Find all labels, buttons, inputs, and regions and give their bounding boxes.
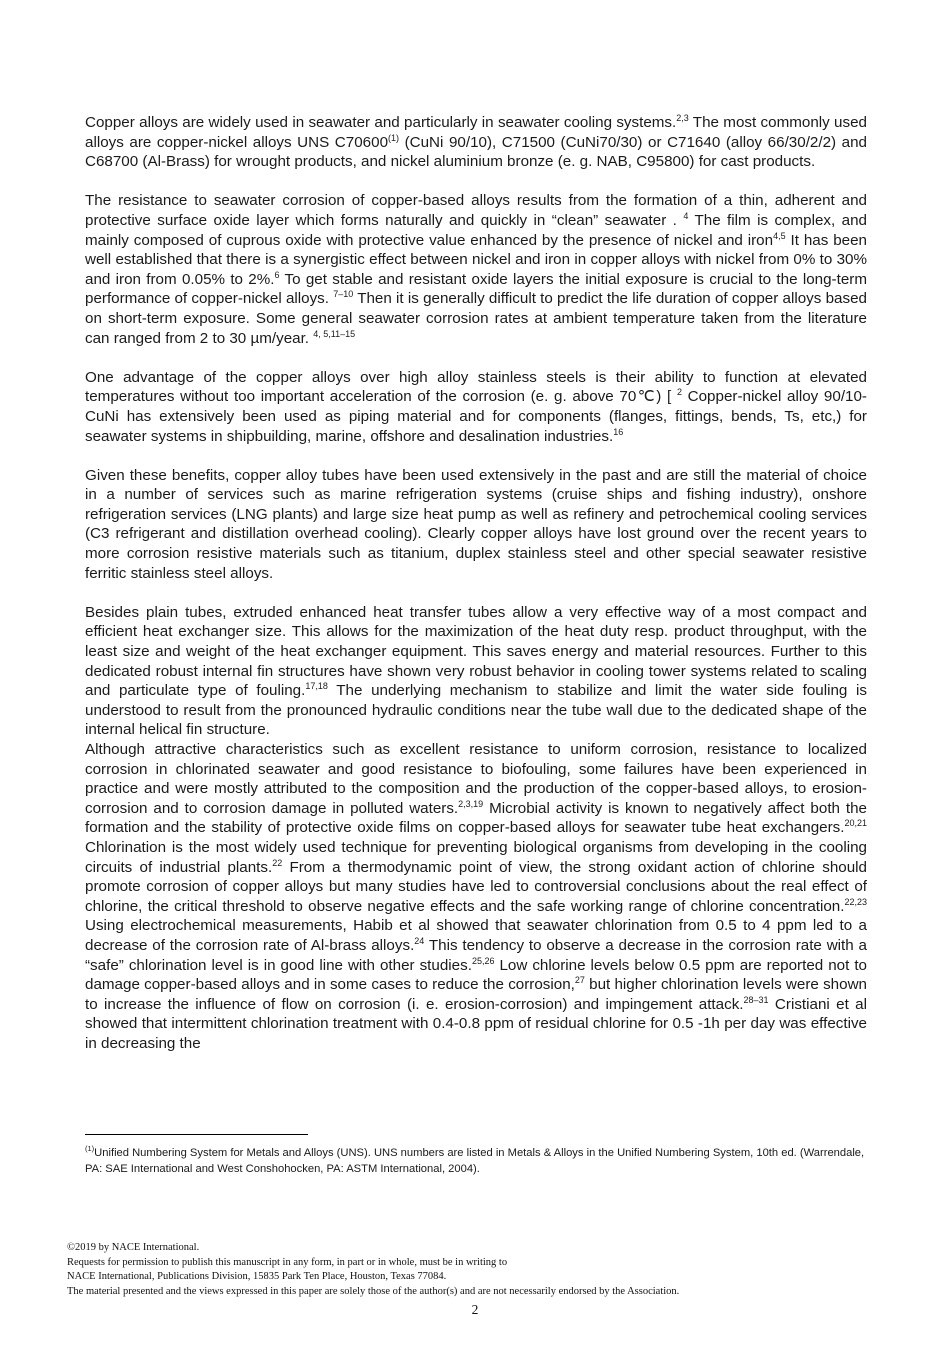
citation-superscript: 4,5 [773, 230, 786, 241]
citation-superscript: (1) [388, 132, 400, 143]
footnote-marker: (1) [85, 1144, 95, 1153]
citation-superscript: 2,3,19 [458, 798, 484, 809]
citation-superscript: 7–10 [333, 289, 354, 300]
paragraph-text: The most commonly used alloys are copper-nickel alloys UNS C70600 [85, 114, 867, 151]
paragraph-text: Copper alloys are widely used in seawater and particularly in seawater cooling systems. [85, 114, 677, 131]
copyright-line: The material presented and the views expressed in this paper are solely those of the author(s) and are not necessarily endorsed by the Association. [67, 1285, 680, 1297]
citation-superscript: 22,23 [844, 896, 867, 907]
citation-superscript: 16 [613, 426, 624, 437]
paragraph-text: Copper-nickel alloy 90/10-CuNi has extensively been used as piping material and for components (flanges, fittings, bends, Ts, etc,) for seawater systems in shipbuilding, marine, offshore and desalination industries. [85, 388, 867, 445]
paragraph-text: Microbial activity is known to negatively affect both the formation and the stability of protective oxide films on copper-based alloys for seawater tube heat exchangers. [85, 799, 868, 837]
copyright-line: Requests for permission to publish this manuscript in any form, in part or in whole, must be in writing to [67, 1256, 508, 1268]
page-number: 2 [471, 1302, 479, 1317]
citation-superscript: 6 [274, 269, 280, 280]
citation-superscript: 2,3 [676, 113, 689, 123]
paragraph-text: Besides plain tubes, extruded enhanced heat transfer tubes allow a very effective way of a most compact and efficient heat exchanger size. This allows for the maximization of the heat duty resp. product throughput, with the least size and weight of the heat exchanger equipment. This saves energy and material resources. Further to this dedicated robust internal fin structures have shown very robust behavior in cooling tower systems related to scaling and particulate type of fouling. [85, 603, 867, 700]
paragraph-text: This tendency to observe a decrease in the corrosion rate with a “safe” chlorination level is in good line with other studies. [85, 936, 867, 974]
copyright-line: NACE International, Publications Division, 15835 Park Ten Place, Houston, Texas 77084. [67, 1271, 447, 1283]
paragraph [85, 191, 867, 348]
paragraph-text: One advantage of the copper alloys over high alloy stainless steels is their ability to function at elevated temperatures without too important acceleration of the corrosion (e. g. above 70℃) [ [85, 368, 867, 406]
paragraph [85, 466, 867, 584]
paragraph-text: Then it is generally difficult to predict the life duration of copper alloys based on short-term exposure. Some general seawater corrosion rates at ambient temperature taken from the literature can ranged from 2 to 30 µm/year. [85, 290, 867, 347]
citation-superscript: 4, 5,11–15 [313, 328, 356, 339]
citation-superscript: 22 [272, 857, 283, 868]
paragraph [85, 113, 867, 172]
citation-superscript: 4 [683, 210, 689, 221]
copyright-line: ©2019 by NACE International. [67, 1242, 200, 1253]
paragraph-text: Using electrochemical measurements, Habib et al showed that seawater chlorination from 0.5 to 4 ppm led to a decrease of the corrosion rate of Al-brass alloys. [85, 917, 867, 954]
paragraph-text: It has been well established that there is a synergistic effect between nickel and iron in copper alloys with nickel from 0% to 30% and iron from 0.05% to 2%. [85, 231, 867, 288]
paragraph-text: Although attractive characteristics such as excellent resistance to uniform corrosion, resistance to localized corrosion in chlorinated seawater and good resistance to biofouling, some failures have been experienced in practice and were mostly attributed to the composition and the production of the copper-based alloys, to erosion-corrosion and to corrosion damage in polluted waters. [85, 741, 867, 817]
paragraph-text: Cristiani et al showed that intermittent chlorination treatment with 0.4-0.8 ppm of residual chlorine for 0.5 -1h per day was effective in decreasing the [85, 995, 867, 1052]
footnote [85, 1146, 870, 1177]
citation-superscript: 17,18 [305, 681, 328, 692]
paragraph [85, 740, 867, 1054]
paragraph-text: Given these benefits, copper alloy tubes have been used extensively in the past and are still the material of choice in a number of services such as marine refrigeration systems (cruise ships and fishing industry), onshore refrigeration services (LNG plants) and large size heat pump as well as refinery and petrochemical cooling services (C3 refrigerant and distillation overhead cooling). Clearly copper alloys have lost ground over the recent years to more corrosion resistive materials such as titanium, duplex stainless steel and other special seawater resistive ferritic stainless steel alloys. [85, 466, 867, 582]
paragraph [85, 368, 867, 446]
paragraph-text: The resistance to seawater corrosion of copper-based alloys results from the formation of a thin, adherent and protective surface oxide layer which forms naturally and quickly in “clean” seawater . [85, 192, 867, 229]
citation-superscript: 28–31 [743, 994, 769, 1005]
paragraph-text: The underlying mechanism to stabilize and limit the water side fouling is understood to result from the pronounced hydraulic conditions near the tube wall due to the dedicated shape of the internal helical fin structure. [85, 682, 867, 739]
citation-superscript: 20,21 [844, 818, 867, 829]
paragraph-text: From a thermodynamic point of view, the strong oxidant action of chlorine should promote corrosion of copper alloys but many studies have led to controversial conclusions about the real effect of chlorine, the critical threshold to observe negative effects and the safe working range of chlorine concentration. [85, 858, 867, 915]
copyright-notice [67, 1241, 907, 1299]
citation-superscript: 2 [676, 387, 682, 398]
paragraph-text: The film is complex, and mainly composed of cuprous oxide with protective value enhanced by the presence of nickel and iron [85, 211, 867, 249]
paragraph [85, 603, 867, 740]
paragraph-text: Chlorination is the most widely used technique for preventing biological organisms from developing in the cooling circuits of industrial plants. [85, 838, 867, 876]
footnote-text: Unified Numbering System for Metals and Alloys (UNS). UNS numbers are listed in Metals & Alloys in the Unified Numbering System, 10th ed. (Warrendale, PA: SAE International and West Conshohocken, PA: ASTM International, 2004). [85, 1147, 865, 1175]
paragraph-text: but higher chlorination levels were shown to increase the influence of flow on corrosion (i. e. erosion-corrosion) and impingement attack. [85, 976, 867, 1013]
paragraph-text: (CuNi 90/10), C71500 (CuNi70/30) or C71640 (alloy 66/30/2/2) and C68700 (Al-Brass) for wrought products, and nickel aluminium bronze (e. g. NAB, C95800) for cast products. [85, 133, 867, 171]
citation-superscript: 24 [414, 935, 425, 946]
citation-superscript: 27 [574, 975, 585, 986]
paragraph-text: Low chlorine levels below 0.5 ppm are reported not to damage copper-based alloys and in some cases to reduce the corrosion, [85, 956, 867, 994]
body-text [85, 113, 867, 1073]
paragraph-text: To get stable and resistant oxide layers the initial exposure is crucial to the long-term performance of copper-nickel alloys. [85, 270, 867, 308]
citation-superscript: 25,26 [471, 955, 495, 966]
footnote-divider [85, 1134, 308, 1135]
